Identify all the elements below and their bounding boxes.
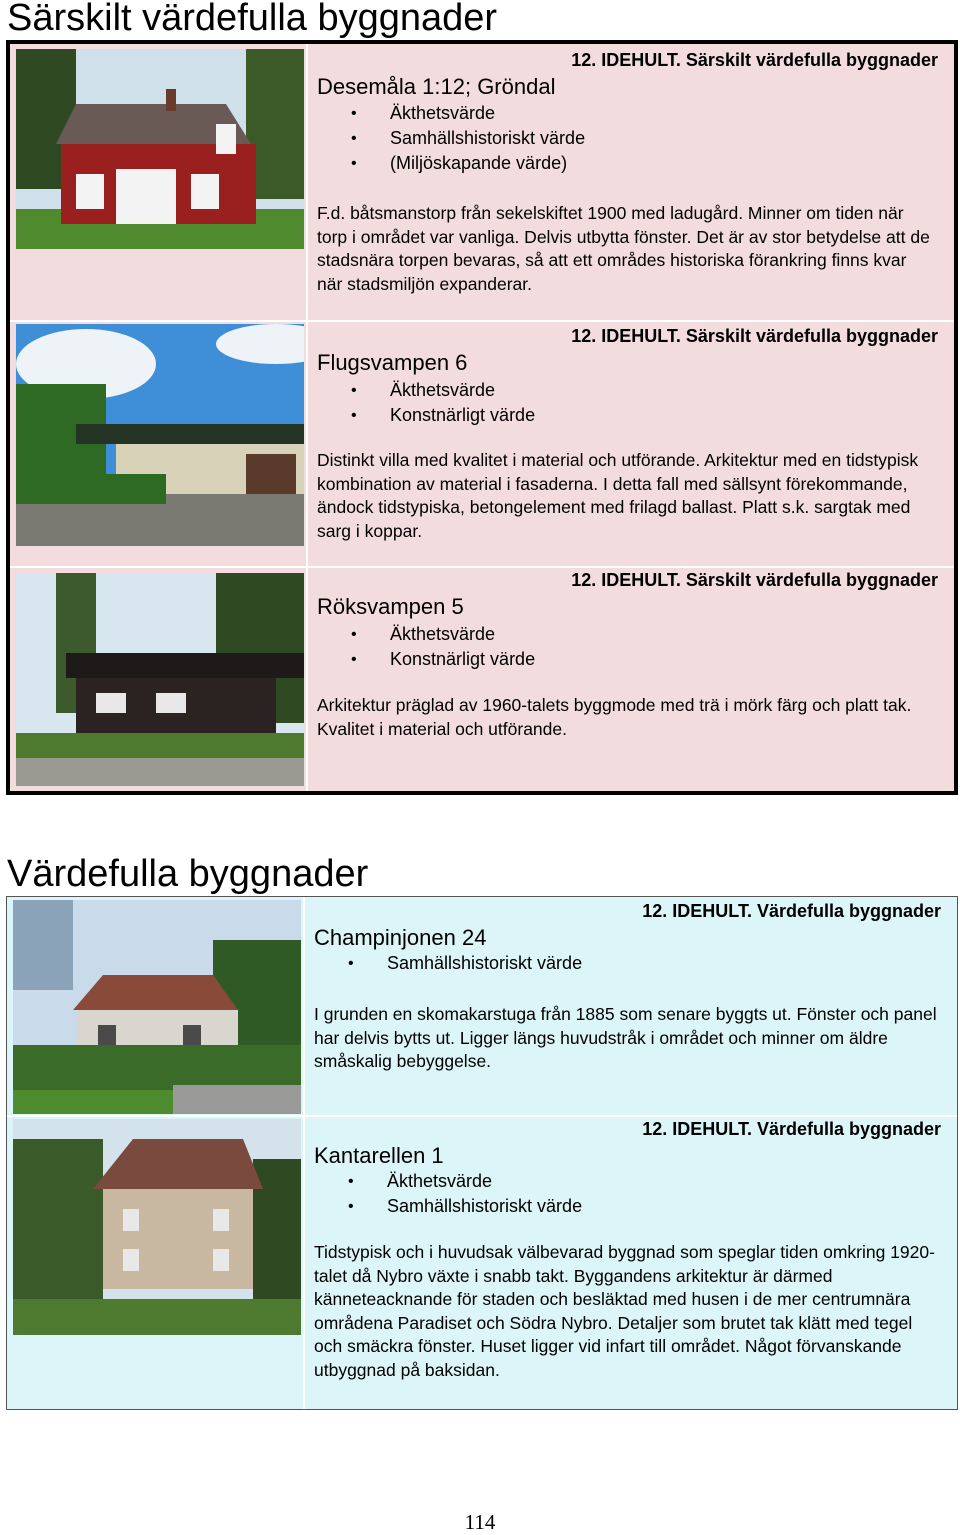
building-description: F.d. båtsmanstorp från sekelskiftet 1900 med ladugård. Minner om tiden när torp i området var vanliga. Delvis utbytta fönster. Det är av stor betydelse att de stadsnära torpen bevaras, så att ett områdes historiska förankring finns kvar när stadsmiljön expanderar.	[317, 203, 930, 294]
value-item: • Äkthetsvärde	[317, 101, 585, 126]
value-item: • Äkthetsvärde	[317, 378, 535, 403]
building-name: Desemåla 1:12; Gröndal	[317, 74, 556, 99]
building-entry	[10, 322, 954, 566]
house-photo	[13, 1119, 301, 1335]
building-name: Kantarellen 1	[314, 1143, 444, 1168]
building-description: Arkitektur präglad av 1960-talets byggmode med trä i mörk färg och platt tak. Kvalitet i material och utförande.	[317, 695, 912, 739]
section-title-especially-valuable: Särskilt värdefulla byggnader	[7, 0, 498, 39]
building-description: I grunden en skomakarstuga från 1885 som senare byggts ut. Fönster och panel har delvis bytts ut. Ligger längs huvudstråk i området och minner om äldre småskalig bebyggelse.	[314, 1004, 937, 1071]
value-item: • Samhällshistoriskt värde	[314, 951, 582, 976]
building-description: Tidstypisk och i huvudsak välbevarad byggnad som speglar tiden omkring 1920-talet då Nybro växte i snabb takt. Byggandens arkitektur är därmed känneteacknande för staden och besläktad med husen i de mer centrumnära områdena Paradiset och Södra Nybro. Detaljer som brutet tak klätt med tegel och smäckra fönster. Huset ligger vid infart till området. Något förvanskande utbyggnad på baksidan.	[314, 1242, 935, 1380]
value-list	[317, 378, 535, 428]
value-list	[314, 1169, 582, 1219]
building-entry	[10, 568, 954, 791]
value-item: • Äkthetsvärde	[317, 622, 535, 647]
building-name: Flugsvampen 6	[317, 350, 468, 375]
area-tag: 12. IDEHULT. Särskilt värdefulla byggnader	[571, 326, 938, 346]
house-photo	[16, 573, 304, 786]
area-tag: 12. IDEHULT. Särskilt värdefulla byggnader	[571, 570, 938, 590]
building-entry	[7, 1117, 957, 1411]
value-item: • Konstnärligt värde	[317, 647, 535, 672]
page-number: 114	[464, 1510, 496, 1534]
value-item: • Konstnärligt värde	[317, 403, 535, 428]
building-entry	[10, 44, 954, 320]
value-list	[314, 951, 582, 976]
valuable-block	[6, 896, 958, 1410]
building-name: Röksvampen 5	[317, 594, 464, 619]
building-description: Distinkt villa med kvalitet i material och utförande. Arkitektur med en tidstypisk kombination av material i fasaderna. I detta fall med sällsynt förekommande, ändock tidstypiska, betongelement med frilagd ballast. Platt s.k. sargtak med sarg i koppar.	[317, 450, 919, 541]
house-photo	[16, 49, 304, 249]
value-item: • (Miljöskapande värde)	[317, 151, 585, 176]
area-tag: 12. IDEHULT. Värdefulla byggnader	[642, 901, 941, 921]
building-entry	[7, 897, 957, 1115]
value-item: • Äkthetsvärde	[314, 1169, 582, 1194]
house-photo	[16, 324, 304, 546]
house-photo	[13, 900, 301, 1114]
section-title-valuable: Värdefulla byggnader	[7, 853, 369, 895]
area-tag: 12. IDEHULT. Värdefulla byggnader	[642, 1119, 941, 1139]
value-item: • Samhällshistoriskt värde	[314, 1194, 582, 1219]
area-tag: 12. IDEHULT. Särskilt värdefulla byggnader	[571, 50, 938, 70]
value-list	[317, 622, 535, 672]
value-list	[317, 101, 585, 176]
especially-valuable-block	[6, 40, 958, 795]
value-item: • Samhällshistoriskt värde	[317, 126, 585, 151]
building-name: Champinjonen 24	[314, 925, 487, 950]
